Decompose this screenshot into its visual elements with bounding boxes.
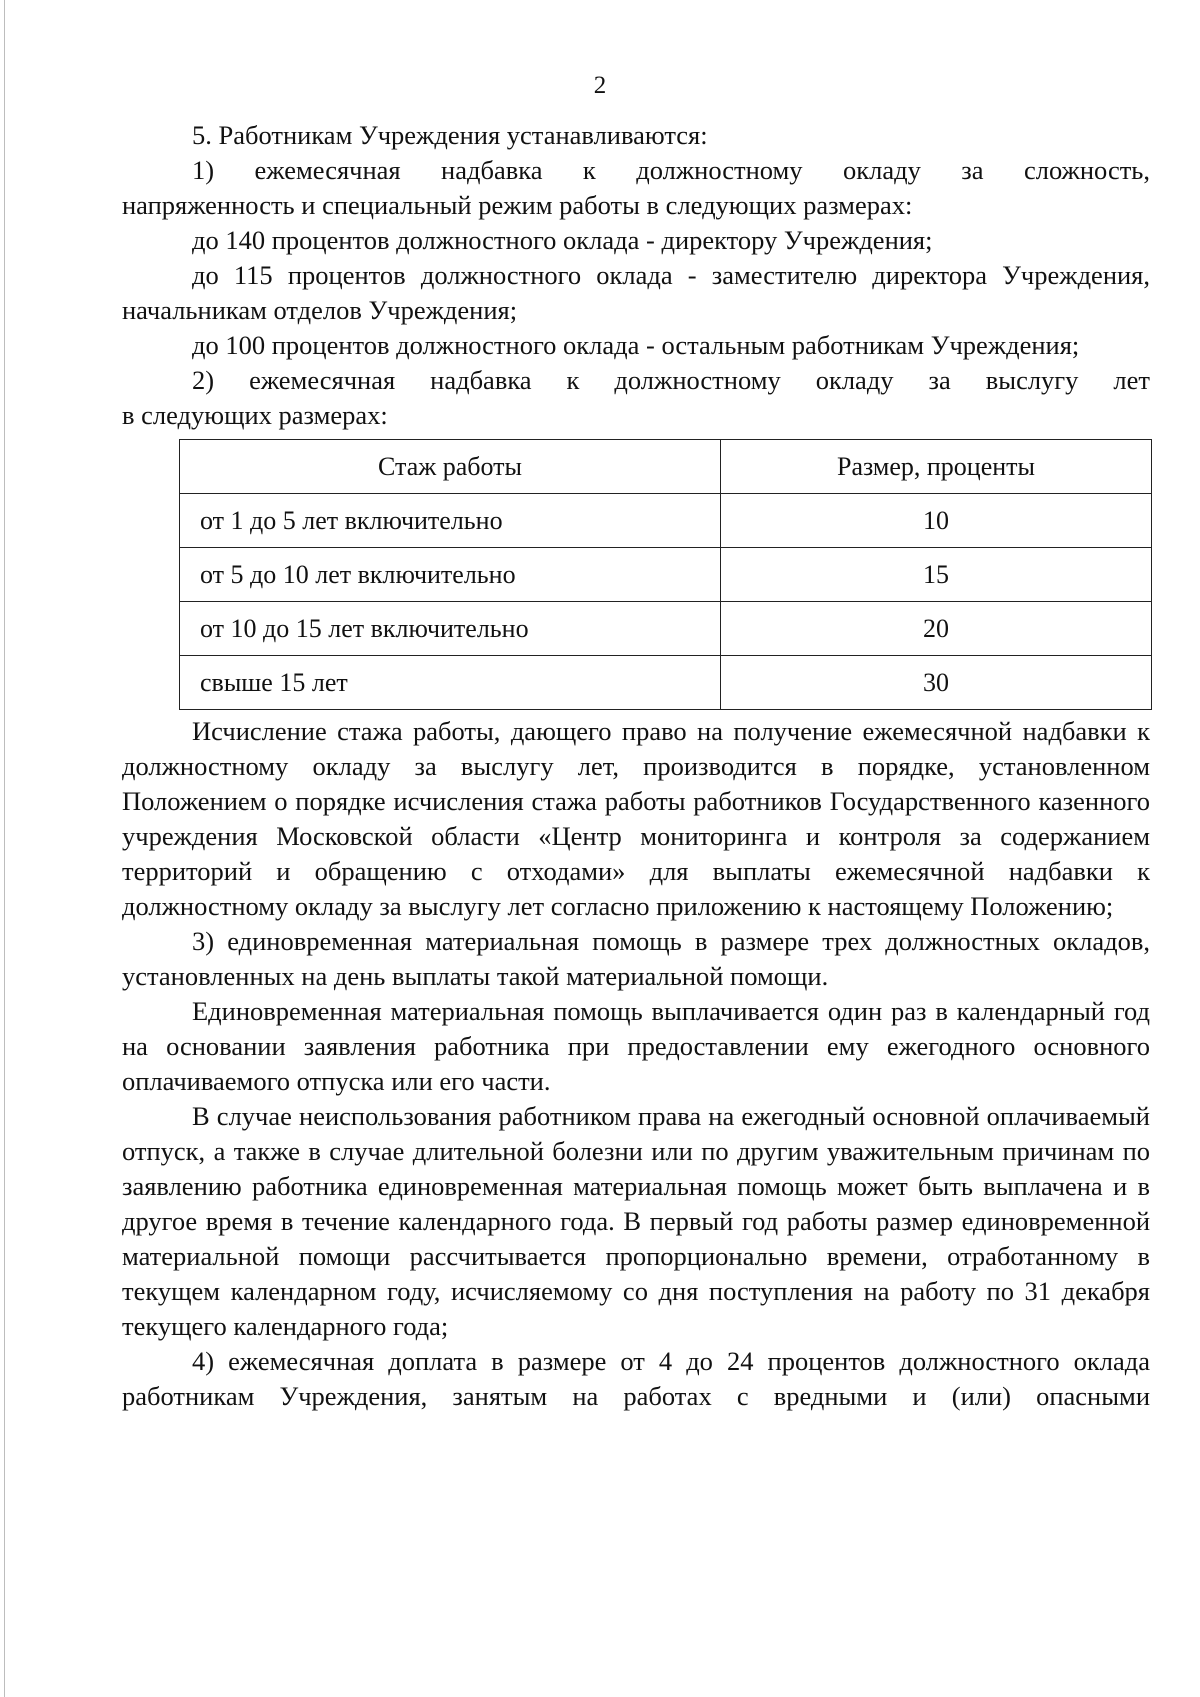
paragraph-director-rate: до 140 процентов должностного оклада - директору Учреждения; bbox=[192, 225, 933, 255]
page-edge-line bbox=[4, 0, 5, 1697]
paragraph-other-rate: до 100 процентов должностного оклада - остальным работникам Учреждения; bbox=[192, 330, 1080, 360]
table-header-cell: Размер, проценты bbox=[721, 440, 1152, 494]
page-number: 2 bbox=[593, 72, 607, 99]
paragraph-seniority-calculation: Исчисление стажа работы, дающего право на получение ежемесячной надбавки к должностному окладу за выслугу лет, производится в порядке, установленном Положением о порядке исчисления стажа работы работников Государственного казенного учреждения Московской области «Центр мониторинга и контроля за содержанием территорий и обращению с отходами» для выплаты ежемесячной надбавки к должностному окладу за выслугу лет согласно приложению к настоящему Положению; bbox=[122, 716, 1150, 921]
paragraph-subitem-2-line2: в следующих размерах: bbox=[122, 400, 388, 430]
table-header-cell: Стаж работы bbox=[180, 440, 721, 494]
table-cell-seniority: от 5 до 10 лет включительно bbox=[180, 548, 721, 602]
table-cell-percent: 20 bbox=[721, 602, 1152, 656]
table-cell-percent: 10 bbox=[721, 494, 1152, 548]
paragraph-deputy-rate-line1: до 115 процентов должностного оклада - заместителю директора Учреждения, bbox=[192, 260, 1150, 290]
paragraph-deputy-rate-line2: начальникам отделов Учреждения; bbox=[122, 295, 518, 325]
table-row bbox=[180, 656, 1152, 710]
table-cell-seniority: от 10 до 15 лет включительно bbox=[180, 602, 721, 656]
paragraph-aid-payment: Единовременная материальная помощь выплачивается один раз в календарный год на основании заявления работника при предоставлении ему ежегодного основного оплачиваемого отпуска или его части. bbox=[122, 996, 1150, 1096]
table-row bbox=[180, 548, 1152, 602]
table-header-row bbox=[180, 440, 1152, 494]
paragraph-subitem-1-line2: напряженность и специальный режим работы в следующих размерах: bbox=[122, 190, 913, 220]
document-body bbox=[122, 118, 1150, 1414]
paragraph-subitem-2-line1: 2) ежемесячная надбавка к должностному окладу за выслугу лет bbox=[192, 365, 1150, 395]
seniority-table bbox=[179, 439, 1152, 710]
paragraph-subitem-3: 3) единовременная материальная помощь в размере трех должностных окладов, установленных на день выплаты такой материальной помощи. bbox=[122, 926, 1150, 991]
paragraph-subitem-1-line1: 1) ежемесячная надбавка к должностному окладу за сложность, bbox=[192, 155, 1150, 185]
table-row bbox=[180, 602, 1152, 656]
paragraph-item-5: 5. Работникам Учреждения устанавливаются: bbox=[192, 120, 708, 150]
paragraph-subitem-4: 4) ежемесячная доплата в размере от 4 до 24 процентов должностного оклада работникам Учреждения, занятым на работах с вредными и (или) опасными bbox=[122, 1346, 1150, 1411]
table-cell-percent: 30 bbox=[721, 656, 1152, 710]
table-cell-seniority: свыше 15 лет bbox=[180, 656, 721, 710]
table-cell-seniority: от 1 до 5 лет включительно bbox=[180, 494, 721, 548]
table-cell-percent: 15 bbox=[721, 548, 1152, 602]
table-row bbox=[180, 494, 1152, 548]
paragraph-aid-exceptions: В случае неиспользования работником права на ежегодный основной оплачиваемый отпуск, а также в случае длительной болезни или по другим уважительным причинам по заявлению работника единовременная материальная помощь может быть выплачена и в другое время в течение календарного года. В первый год работы размер единовременной материальной помощи рассчитывается пропорционально времени, отработанному в текущем календарном году, исчисляемому со дня поступления на работу по 31 декабря текущего календарного года; bbox=[122, 1101, 1150, 1341]
